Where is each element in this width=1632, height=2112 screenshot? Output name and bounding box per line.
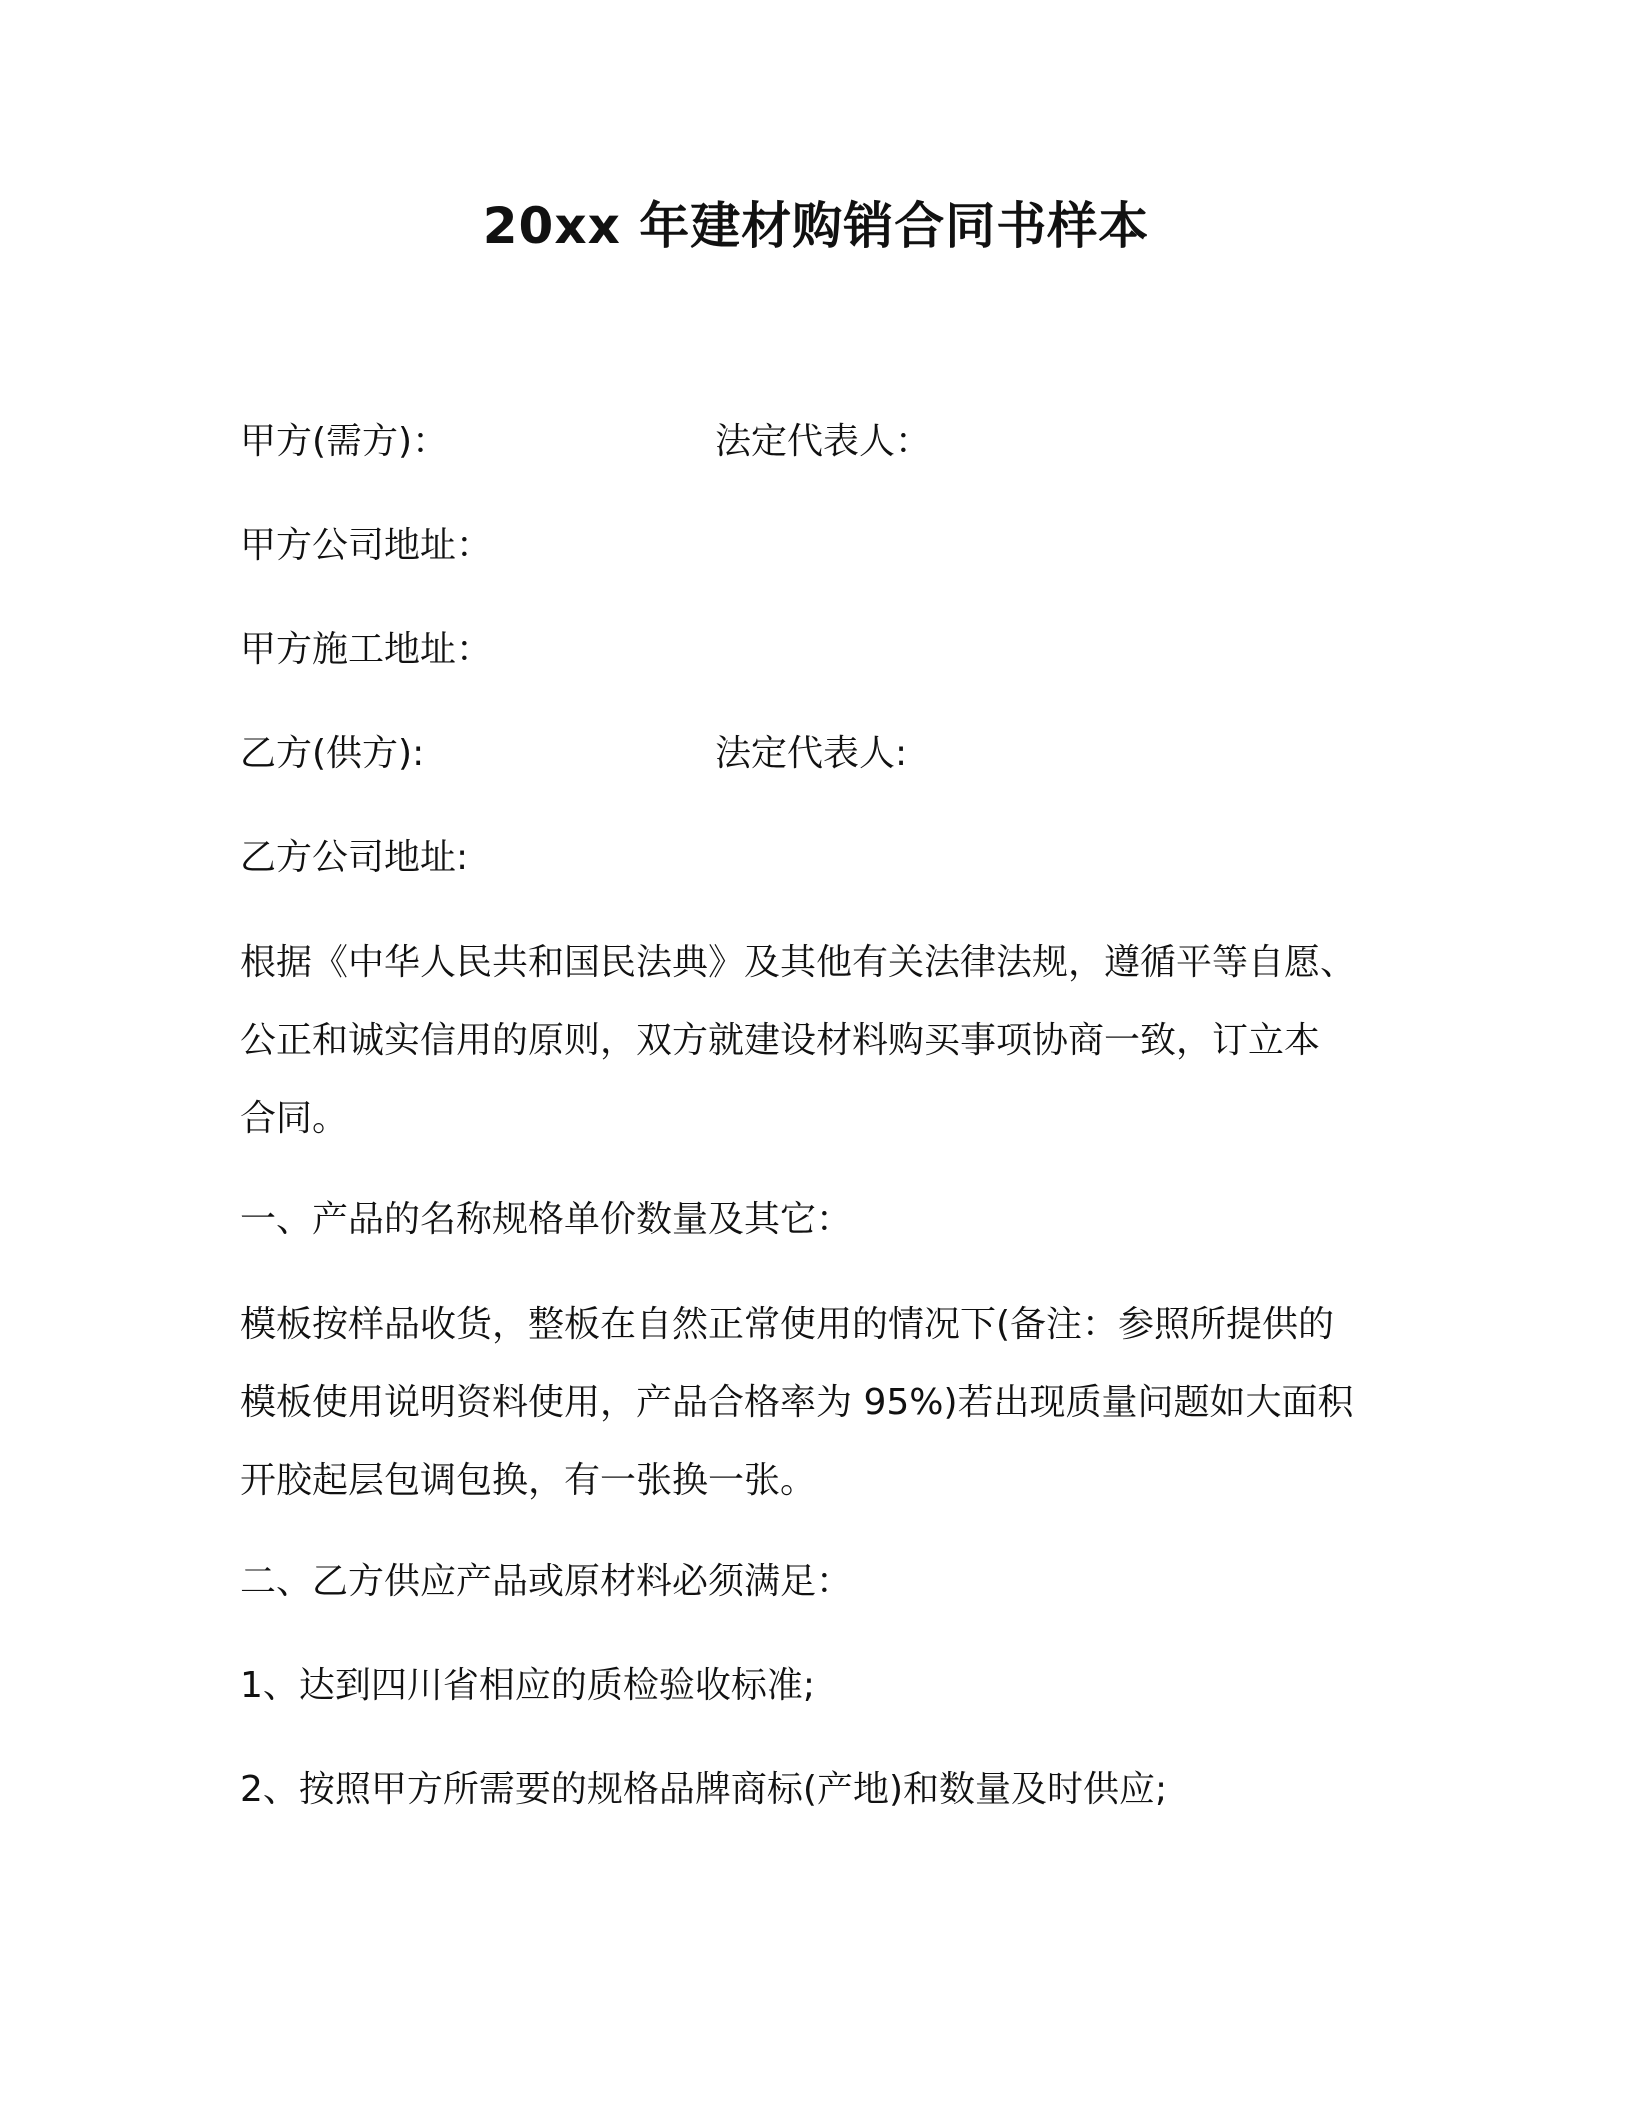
party-a-company-address-label: 甲方公司地址： bbox=[240, 525, 493, 566]
section-1-heading: 一、产品的名称规格单价数量及其它： bbox=[240, 1199, 853, 1240]
section-2-item-1: 1、达到四川省相应的质检验收标准; bbox=[240, 1665, 816, 1706]
party-b-company-address-label: 乙方公司地址: bbox=[240, 837, 469, 878]
preamble-line: 合同。 bbox=[240, 1098, 349, 1139]
section-2-item-2: 2、按照甲方所需要的规格品牌商标(产地)和数量及时供应; bbox=[240, 1769, 1168, 1810]
preamble-paragraph bbox=[240, 924, 1390, 1158]
preamble-line: 根据《中华人民共和国民法典》及其他有关法律法规，遵循平等自愿、 bbox=[240, 942, 1357, 983]
document-title: 20xx 年建材购销合同书样本 bbox=[482, 197, 1150, 255]
party-a-label: 甲方(需方)： bbox=[240, 421, 449, 462]
party-b-label: 乙方(供方): bbox=[240, 733, 425, 774]
preamble-line: 公正和诚实信用的原则，双方就建设材料购买事项协商一致，订立本 bbox=[240, 1020, 1321, 1061]
party-b-representative-label: 法定代表人: bbox=[715, 733, 908, 774]
section-1-line: 模板使用说明资料使用，产品合格率为 95%)若出现质量问题如大面积 bbox=[240, 1382, 1354, 1423]
party-a-representative-label: 法定代表人： bbox=[715, 421, 932, 462]
section-2-heading: 二、乙方供应产品或原材料必须满足： bbox=[240, 1561, 853, 1602]
party-a-site-address-label: 甲方施工地址： bbox=[240, 629, 493, 670]
section-1-line: 模板按样品收货，整板在自然正常使用的情况下(备注：参照所提供的 bbox=[240, 1304, 1335, 1345]
section-1-line: 开胶起层包调包换，有一张换一张。 bbox=[240, 1460, 817, 1501]
section-1-body bbox=[240, 1286, 1390, 1520]
